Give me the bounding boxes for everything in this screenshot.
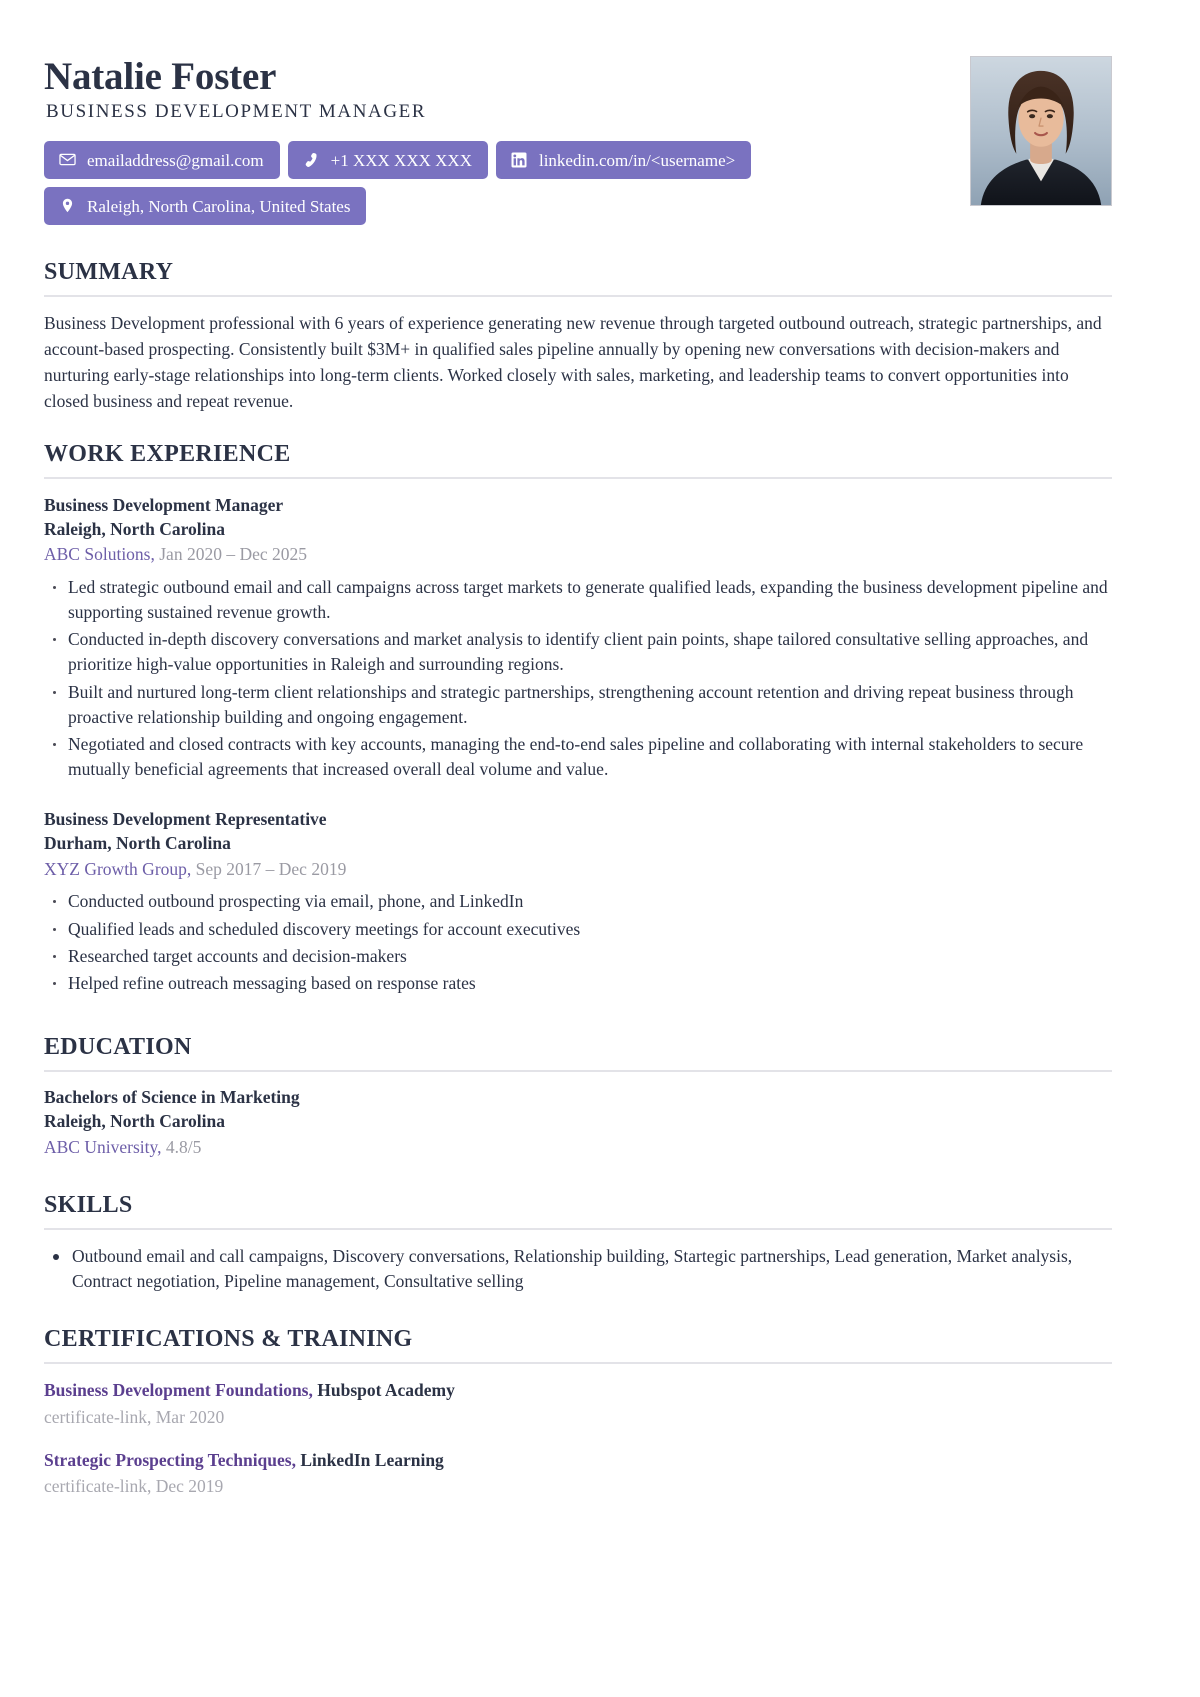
certification-head — [44, 1448, 1112, 1472]
phone-icon — [303, 151, 320, 168]
experience-dates: Sep 2017 – Dec 2019 — [195, 858, 347, 879]
education-entry — [44, 1086, 1112, 1160]
certification-name: Strategic Prospecting Techniques, — [44, 1450, 296, 1471]
list-item: Built and nurtured long-term client relationships and strategic partnerships, strengthening account retention and driving repeat business through proactive relationship building and ongoing engagement. — [44, 680, 1112, 730]
certification-date: Dec 2019 — [155, 1476, 224, 1497]
contact-line-2 — [44, 187, 946, 225]
list-item: Researched target accounts and decision-makers — [44, 944, 1112, 969]
contact-line-1 — [44, 141, 946, 179]
section-title-education: EDUCATION — [44, 1034, 192, 1061]
experience-bullet-list — [44, 889, 1112, 996]
list-item: Outbound email and call campaigns, Discovery conversations, Relationship building, Startegic partnerships, Lead generation, Market analysis, Contract negotiation, Pipeline management, Consultative selling — [44, 1244, 1112, 1294]
certification-issuer: LinkedIn Learning — [300, 1450, 444, 1471]
location-pin-icon — [59, 197, 76, 214]
job-title: BUSINESS DEVELOPMENT MANAGER — [46, 101, 427, 123]
contact-badge-email-label: emailaddress@gmail.com — [87, 151, 264, 171]
contact-badge-location-label: Raleigh, North Carolina, United States — [87, 197, 351, 217]
section-title-work-experience: WORK EXPERIENCE — [44, 440, 291, 467]
experience-role: Business Development Representative — [44, 809, 327, 830]
section-work-experience — [44, 441, 1112, 996]
contact-badges — [44, 141, 946, 225]
divider — [44, 1362, 1112, 1364]
experience-organization: ABC Solutions, — [44, 544, 155, 565]
education-degree: Bachelors of Science in Marketing — [44, 1087, 300, 1108]
experience-bullet-list — [44, 575, 1112, 783]
divider — [44, 295, 1112, 297]
divider — [44, 477, 1112, 479]
certification-sub — [44, 1405, 1112, 1430]
contact-badge-email[interactable] — [44, 141, 280, 179]
certification-link[interactable]: certificate-link, — [44, 1406, 152, 1427]
certification-sub — [44, 1474, 1112, 1499]
list-item: Led strategic outbound email and call campaigns across target markets to generate qualified leads, expanding the business development pipeline and supporting sustained revenue growth. — [44, 575, 1112, 625]
certification-head — [44, 1378, 1112, 1402]
contact-badge-linkedin[interactable] — [496, 141, 751, 179]
experience-meta — [44, 542, 1112, 567]
experience-role: Business Development Manager — [44, 494, 284, 515]
section-title-skills: SKILLS — [44, 1192, 133, 1219]
list-item: Negotiated and closed contracts with key accounts, managing the end-to-end sales pipeline and collaborating with internal stakeholders to secure mutually beneficial agreements that increased overall deal volume and value. — [44, 732, 1112, 782]
envelope-icon — [59, 151, 76, 168]
list-item: Helped refine outreach messaging based on response rates — [44, 971, 1112, 996]
resume-header — [44, 34, 1112, 233]
certification-date: Mar 2020 — [155, 1406, 225, 1427]
certification-link[interactable]: certificate-link, — [44, 1476, 152, 1497]
experience-entry — [44, 494, 1112, 782]
experience-meta — [44, 857, 1112, 882]
experience-organization: XYZ Growth Group, — [44, 858, 192, 879]
section-certifications — [44, 1326, 1112, 1498]
section-summary — [44, 259, 1112, 415]
contact-badge-phone-label: +1 XXX XXX XXX — [330, 151, 472, 171]
avatar — [970, 56, 1112, 206]
linkedin-icon — [511, 151, 528, 168]
section-title-summary: SUMMARY — [44, 259, 174, 286]
section-title-certifications: CERTIFICATIONS & TRAINING — [44, 1326, 413, 1353]
header-left — [44, 56, 946, 233]
section-skills — [44, 1192, 1112, 1294]
contact-badge-phone[interactable] — [288, 141, 488, 179]
page-title: Natalie Foster — [44, 55, 277, 98]
experience-dates: Jan 2020 – Dec 2025 — [159, 544, 308, 565]
education-school: ABC University, — [44, 1136, 162, 1157]
certification-entry — [44, 1448, 1112, 1499]
list-item: Qualified leads and scheduled discovery meetings for account executives — [44, 917, 1112, 942]
section-education — [44, 1034, 1112, 1160]
certification-issuer: Hubspot Academy — [317, 1380, 455, 1401]
experience-location: Durham, North Carolina — [44, 833, 231, 854]
experience-entry — [44, 808, 1112, 996]
contact-badge-location[interactable] — [44, 187, 366, 225]
skills-list — [44, 1244, 1112, 1294]
list-item: Conducted in-depth discovery conversations and market analysis to identify client pain points, shape tailored consultative selling approaches, and prioritize high-value opportunities in Raleigh and surrounding regions. — [44, 627, 1112, 677]
certification-entry — [44, 1378, 1112, 1429]
contact-badge-linkedin-label: linkedin.com/in/<username> — [538, 151, 736, 171]
education-meta — [44, 1135, 1112, 1160]
education-location: Raleigh, North Carolina — [44, 1110, 225, 1131]
certification-name: Business Development Foundations, — [44, 1380, 313, 1401]
summary-text: Business Development professional with 6 years of experience generating new revenue through targeted outbound outreach, strategic partnerships, and account-based prospecting. Consistently built $3M+ in qualified sales pipeline annually by opening new conversations with decision-makers and nurturing early-stage relationships into long-term clients. Worked closely with sales, marketing, and leadership teams to convert opportunities into closed business and repeat revenue. — [44, 313, 1102, 411]
list-item: Conducted outbound prospecting via email, phone, and LinkedIn — [44, 889, 1112, 914]
experience-location: Raleigh, North Carolina — [44, 518, 225, 539]
divider — [44, 1070, 1112, 1072]
education-grade: 4.8/5 — [165, 1136, 202, 1157]
divider — [44, 1228, 1112, 1230]
